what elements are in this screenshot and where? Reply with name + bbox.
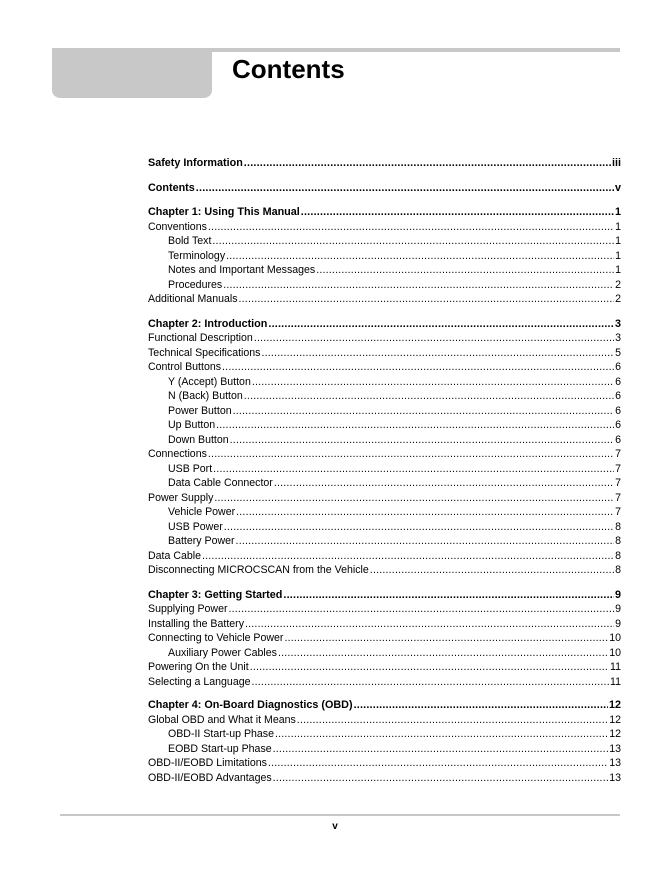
- toc-entry-label: Technical Specifications: [148, 346, 261, 359]
- toc-entry-page: 8: [615, 520, 621, 533]
- toc-entry-page: 3: [615, 332, 621, 344]
- toc-entry-page: 6: [615, 433, 621, 446]
- toc-entry-page: 13: [609, 742, 621, 755]
- toc-dot-leader: [239, 292, 615, 307]
- toc-dot-leader: [196, 181, 614, 196]
- toc-entry[interactable]: [148, 476, 621, 491]
- toc-entry-label: Control Buttons: [148, 361, 222, 373]
- toc-entry-label: Conventions: [148, 220, 207, 233]
- toc-entry-label: Chapter 4: On-Board Diagnostics (OBD): [148, 699, 353, 711]
- toc-entry-page: 7: [615, 462, 621, 475]
- toc-entry-label: Additional Manuals: [148, 293, 238, 305]
- toc-entry[interactable]: [148, 462, 621, 477]
- toc-entry-label: Selecting a Language: [148, 675, 251, 688]
- toc-entry-label: EOBD Start-up Phase: [168, 742, 272, 755]
- toc-entry[interactable]: [148, 771, 621, 786]
- toc-dot-leader: [208, 220, 614, 235]
- toc-entry-label: USB Port: [168, 462, 213, 475]
- toc-dot-leader: [250, 660, 609, 675]
- toc-entry-label: Safety Information: [148, 157, 243, 169]
- toc-entry[interactable]: [148, 404, 621, 419]
- toc-entry-page: 8: [615, 535, 621, 547]
- toc-dot-leader: [268, 756, 608, 771]
- toc-entry[interactable]: [148, 433, 621, 448]
- toc-entry-page: 1: [615, 264, 621, 276]
- toc-entry-page: 8: [615, 549, 621, 562]
- toc-entry-page: 6: [615, 361, 621, 373]
- toc-entry-page: 1: [615, 220, 621, 233]
- toc-entry[interactable]: [148, 727, 621, 742]
- toc-dot-leader: [226, 249, 614, 264]
- toc-entry[interactable]: [148, 756, 621, 771]
- toc-entry-label: Bold Text: [168, 235, 212, 247]
- toc-chapter-entry[interactable]: [148, 156, 621, 171]
- toc-entry-page: 10: [609, 646, 621, 659]
- toc-entry-page: 1: [615, 249, 621, 262]
- toc-dot-leader: [254, 331, 614, 346]
- toc-entry[interactable]: [148, 389, 621, 404]
- toc-dot-leader: [297, 713, 608, 728]
- toc-dot-leader: [354, 698, 608, 713]
- toc-entry[interactable]: [148, 418, 621, 433]
- toc-entry[interactable]: [148, 346, 621, 361]
- toc-entry[interactable]: [148, 220, 621, 235]
- toc-dot-leader: [223, 278, 614, 293]
- toc-chapter-entry[interactable]: [148, 588, 621, 603]
- toc-entry-page: 5: [615, 346, 621, 359]
- toc-entry-page: v: [614, 181, 621, 194]
- toc-dot-leader: [301, 205, 614, 220]
- toc-chapter-entry[interactable]: [148, 205, 621, 220]
- toc-entry[interactable]: [148, 713, 621, 728]
- toc-entry[interactable]: [148, 278, 621, 293]
- toc-entry-label: Chapter 1: Using This Manual: [148, 206, 300, 218]
- toc-entry-label: Contents: [148, 181, 195, 194]
- toc-entry[interactable]: [148, 360, 621, 375]
- toc-entry-label: Down Button: [168, 433, 229, 446]
- toc-entry-page: 2: [615, 278, 621, 291]
- page-title: Contents: [232, 54, 345, 84]
- toc-dot-leader: [236, 534, 615, 549]
- toc-dot-leader: [224, 520, 614, 535]
- toc-entry-label: Installing the Battery: [148, 617, 244, 630]
- toc-entry[interactable]: [148, 375, 621, 390]
- toc-entry[interactable]: [148, 549, 621, 564]
- toc-entry-page: 8: [615, 564, 621, 576]
- toc-entry-label: Terminology: [168, 249, 226, 262]
- toc-dot-leader: [274, 476, 614, 491]
- toc-entry-label: OBD-II/EOBD Limitations: [148, 757, 267, 769]
- toc-entry[interactable]: [148, 675, 621, 690]
- toc-dot-leader: [283, 588, 614, 603]
- toc-entry-page: 6: [615, 390, 621, 402]
- toc-entry[interactable]: [148, 505, 621, 520]
- toc-entry-label: Notes and Important Messages: [168, 264, 316, 276]
- toc-entry[interactable]: [148, 331, 621, 346]
- toc-dot-leader: [273, 742, 609, 757]
- toc-entry-page: 7: [615, 477, 621, 489]
- toc-dot-leader: [370, 563, 614, 578]
- toc-entry-page: 7: [615, 448, 621, 460]
- toc-dot-leader: [275, 727, 608, 742]
- toc-entry-label: Supplying Power: [148, 603, 228, 615]
- toc-entry-label: Chapter 3: Getting Started: [148, 588, 283, 601]
- toc-dot-leader: [245, 617, 614, 632]
- toc-entry-label: Procedures: [168, 278, 223, 291]
- toc-entry[interactable]: [148, 742, 621, 757]
- toc-entry-page: 11: [610, 675, 621, 688]
- toc-dot-leader: [236, 505, 614, 520]
- toc-entry-label: OBD-II Start-up Phase: [168, 728, 274, 740]
- toc-chapter-entry[interactable]: [148, 181, 621, 196]
- toc-entry-label: Power Supply: [148, 491, 214, 504]
- toc-entry-page: iii: [612, 157, 621, 169]
- toc-dot-leader: [278, 646, 608, 661]
- footer-rule: [60, 814, 620, 816]
- toc-dot-leader: [230, 433, 614, 448]
- toc-chapter-entry[interactable]: [148, 317, 621, 332]
- toc-entry[interactable]: [148, 447, 621, 462]
- toc-entry-page: 12: [608, 699, 621, 711]
- toc-dot-leader: [229, 602, 615, 617]
- toc-entry[interactable]: [148, 234, 621, 249]
- toc-entry-label: Y (Accept) Button: [168, 375, 251, 388]
- toc-dot-leader: [208, 447, 614, 462]
- toc-entry[interactable]: [148, 491, 621, 506]
- toc-dot-leader: [214, 491, 614, 506]
- toc-dot-leader: [252, 375, 614, 390]
- toc-dot-leader: [233, 404, 614, 419]
- toc-entry-page: 11: [610, 661, 621, 673]
- table-of-contents: [148, 156, 621, 785]
- toc-chapter-entry[interactable]: [148, 698, 621, 713]
- toc-entry-label: Data Cable: [148, 549, 201, 562]
- toc-entry-label: Connections: [148, 448, 207, 460]
- toc-entry-page: 9: [614, 588, 621, 601]
- toc-entry[interactable]: [148, 602, 621, 617]
- toc-entry-label: USB Power: [168, 520, 223, 533]
- toc-entry-label: Powering On the Unit: [148, 661, 249, 673]
- toc-dot-leader: [284, 631, 608, 646]
- toc-entry-label: Up Button: [168, 419, 216, 431]
- toc-entry-page: 9: [615, 617, 621, 630]
- toc-entry-label: Battery Power: [168, 535, 235, 547]
- toc-entry-label: Auxiliary Power Cables: [168, 646, 277, 659]
- toc-entry-label: Chapter 2: Introduction: [148, 317, 268, 330]
- toc-entry[interactable]: [148, 249, 621, 264]
- toc-entry-page: 7: [615, 491, 621, 504]
- toc-dot-leader: [222, 360, 614, 375]
- toc-dot-leader: [268, 317, 614, 332]
- toc-entry[interactable]: [148, 534, 621, 549]
- toc-dot-leader: [252, 675, 610, 690]
- toc-entry-label: OBD-II/EOBD Advantages: [148, 771, 272, 784]
- toc-dot-leader: [244, 156, 611, 171]
- toc-entry-page: 6: [615, 375, 621, 388]
- toc-entry-label: Vehicle Power: [168, 506, 236, 518]
- toc-entry[interactable]: [148, 520, 621, 535]
- toc-entry-page: 10: [609, 632, 621, 644]
- toc-dot-leader: [261, 346, 614, 361]
- toc-entry-label: Disconnecting MICROCSCAN from the Vehicle: [148, 564, 369, 576]
- toc-entry-page: 6: [615, 419, 621, 431]
- toc-entry-page: 9: [615, 603, 621, 615]
- toc-entry-page: 7: [615, 506, 621, 518]
- toc-entry-page: 12: [609, 728, 621, 740]
- toc-entry-page: 12: [609, 713, 621, 726]
- toc-entry-label: Global OBD and What it Means: [148, 713, 296, 726]
- toc-dot-leader: [212, 234, 614, 249]
- toc-entry[interactable]: [148, 617, 621, 632]
- toc-entry[interactable]: [148, 660, 621, 675]
- page-number: v: [332, 821, 338, 832]
- toc-entry-label: N (Back) Button: [168, 390, 243, 402]
- toc-entry-page: 2: [615, 293, 621, 305]
- toc-entry-page: 1: [615, 235, 621, 247]
- toc-entry[interactable]: [148, 563, 621, 578]
- toc-dot-leader: [202, 549, 614, 564]
- toc-dot-leader: [273, 771, 609, 786]
- toc-entry-label: Functional Description: [148, 332, 253, 344]
- toc-entry-label: Data Cable Connector: [168, 477, 273, 489]
- toc-entry-page: 1: [614, 206, 621, 218]
- toc-entry[interactable]: [148, 263, 621, 278]
- toc-dot-leader: [316, 263, 614, 278]
- toc-entry-page: 13: [609, 757, 621, 769]
- toc-entry-page: 6: [615, 404, 621, 417]
- toc-entry[interactable]: [148, 292, 621, 307]
- toc-entry[interactable]: [148, 646, 621, 661]
- toc-entry[interactable]: [148, 631, 621, 646]
- toc-entry-page: 3: [614, 317, 621, 330]
- toc-dot-leader: [244, 389, 614, 404]
- toc-dot-leader: [213, 462, 614, 477]
- toc-entry-label: Power Button: [168, 404, 232, 417]
- toc-entry-label: Connecting to Vehicle Power: [148, 632, 284, 644]
- header-tab-block: [52, 48, 212, 98]
- toc-dot-leader: [216, 418, 614, 433]
- toc-entry-page: 13: [609, 771, 621, 784]
